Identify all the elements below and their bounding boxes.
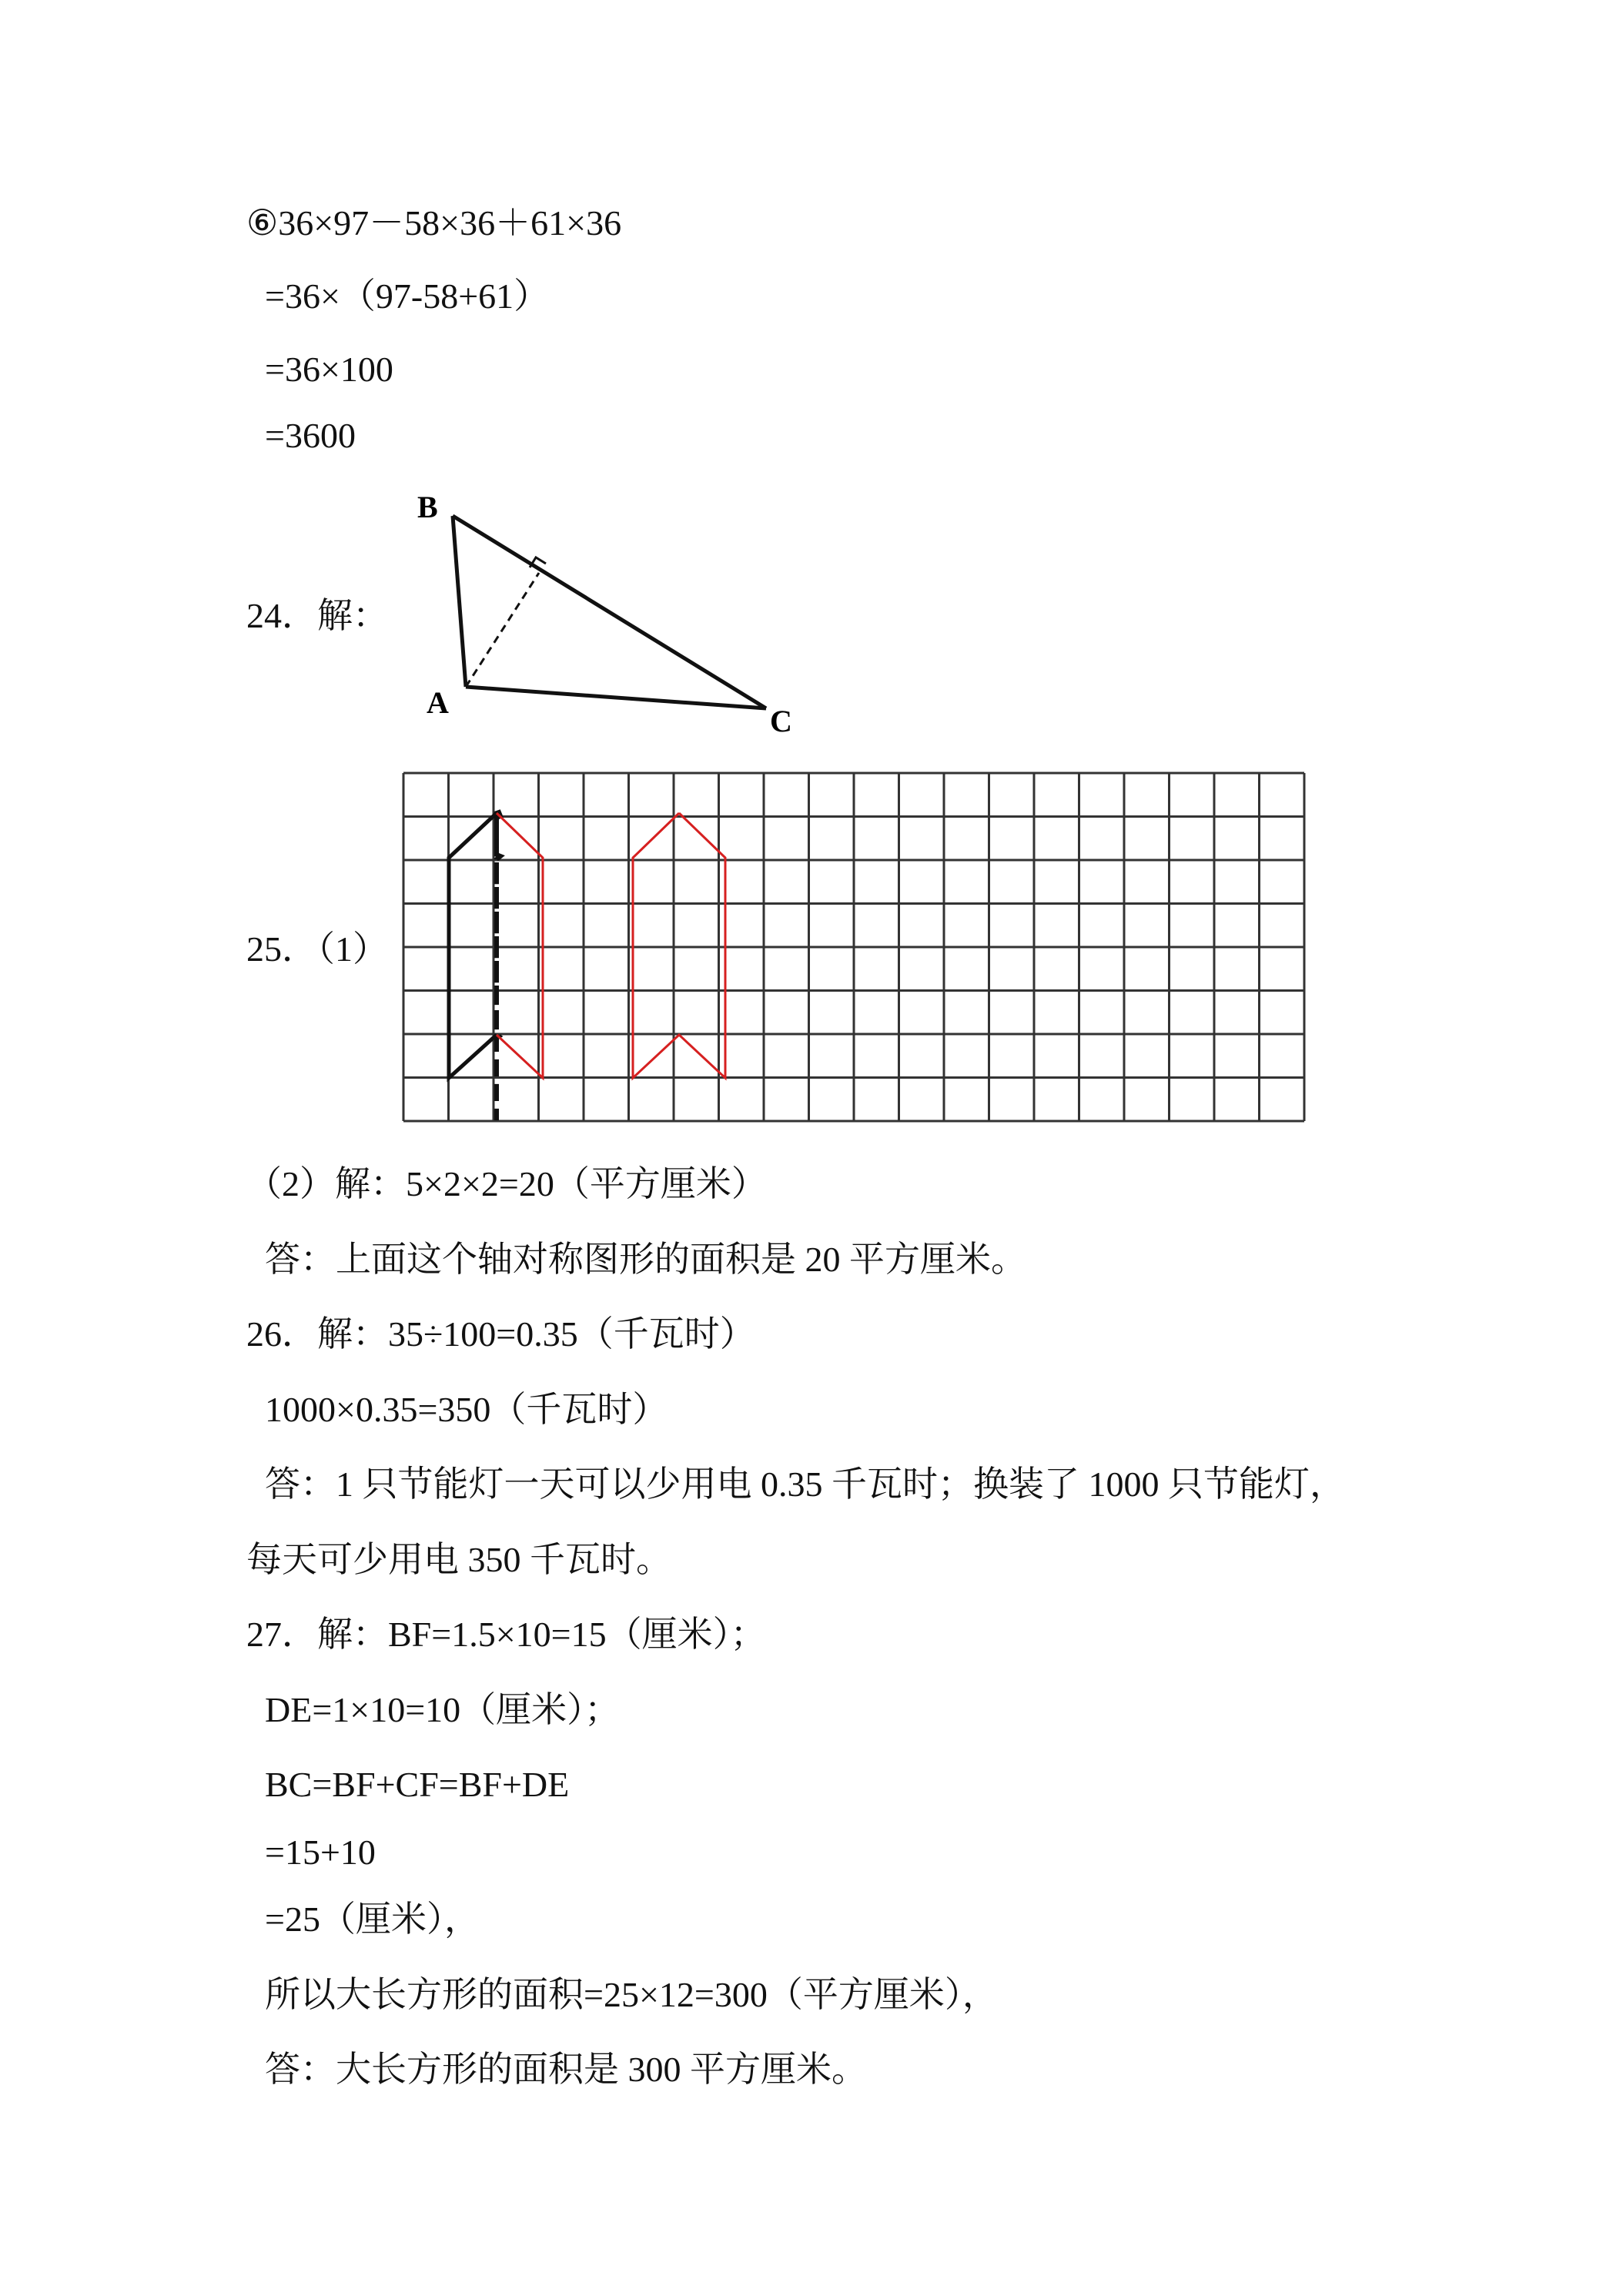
q23-step-2: =36×100 (265, 350, 393, 389)
q27-line-3: BC=BF+CF=BF+DE (265, 1765, 570, 1804)
translated-shape (633, 813, 725, 1078)
q25-label: 25．（1） (246, 929, 388, 969)
q26-line-2: 1000×0.35=350（千瓦时） (265, 1390, 668, 1429)
q26-answer-1: 答：1 只节能灯一天可以少用电 0.35 千瓦时；换装了 1000 只节能灯， (265, 1464, 1345, 1504)
q27-line-6: 所以大长方形的面积=25×12=300（平方厘米）， (265, 1975, 998, 2014)
q25-answer: 答：上面这个轴对称图形的面积是 20 平方厘米。 (265, 1240, 1026, 1279)
q24-label: 24．解： (246, 596, 388, 635)
q23-step-3: =3600 (265, 416, 356, 455)
original-half-shape (449, 813, 497, 1078)
vertex-c-label: C (770, 704, 792, 738)
mirrored-half-shape (497, 813, 543, 1078)
q26-line-1: 26．解：35÷100=0.35（千瓦时） (246, 1314, 755, 1354)
q27-answer: 答：大长方形的面积是 300 平方厘米。 (265, 2050, 867, 2089)
q27-line-1: 27．解：BF=1.5×10=15（厘米）； (246, 1615, 766, 1654)
q26-answer-2: 每天可少用电 350 千瓦时。 (246, 1540, 671, 1579)
vertex-a-label: A (427, 685, 449, 720)
triangle-figure (408, 485, 808, 747)
q23-step-1: =36×（97-58+61） (265, 276, 550, 316)
q27-line-5: =25（厘米）， (265, 1899, 480, 1939)
side-ac (466, 687, 766, 708)
square-grid (403, 773, 1304, 1121)
vertex-b-label: B (417, 490, 438, 524)
grid-figure (400, 770, 1317, 1124)
q27-line-4: =15+10 (265, 1832, 376, 1872)
q27-line-2: DE=1×10=10（厘米）； (265, 1690, 621, 1729)
altitude-line (466, 573, 539, 687)
side-ba (453, 516, 466, 687)
side-bc (453, 516, 766, 708)
q25-part2: （2）解：5×2×2=20（平方厘米） (246, 1164, 767, 1203)
q23-expression: ⑥36×97－58×36＋61×36 (246, 203, 622, 243)
